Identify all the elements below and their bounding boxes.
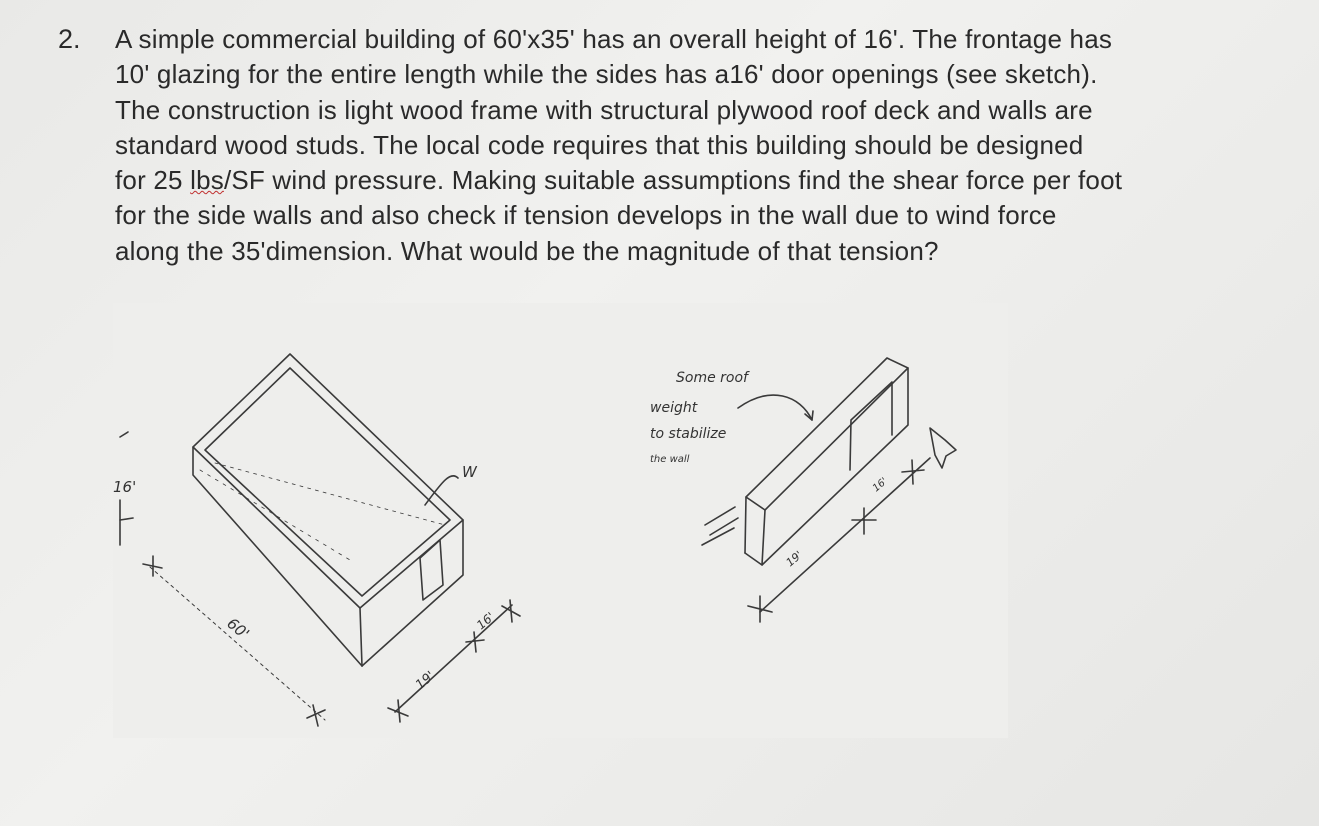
right-dim-16: 16' [870,475,890,495]
note-line-2: weight [650,400,698,416]
height-label: 16' [113,478,137,496]
note-line-4: the wall [650,454,690,465]
problem-line-1: A simple commercial building of 60'x35' has an overall height of 16'. The frontage has [115,24,1113,54]
spellcheck-underlined-word: lbs [190,165,224,196]
building-sketch [120,354,520,726]
problem-line-2: 10' glazing for the entire length while the sides has a16' door openings (see sketch). [115,59,1098,90]
right-dim-19: 19' [783,548,805,570]
note-line-3: to stabilize [650,426,727,442]
problem-line-6: for the side walls and also check if tension develops in the wall due to wind force [115,200,1057,231]
problem-number: 2. [58,24,81,54]
problem-line-5-start: for 25 [115,165,191,196]
length-label: 60' [223,614,253,643]
left-dim-19: 19' [412,668,438,694]
note-line-1: Some roof [676,370,748,386]
wind-label: W [462,463,477,481]
wall-sketch [702,358,956,622]
left-dim-16: 16' [473,609,498,633]
problem-line-5-rest: /SF wind pressure. Making suitable assumptions find the shear force per foot [223,165,1123,196]
problem-line-3: The construction is light wood frame with structural plywood roof deck and walls are [115,94,1093,125]
problem-line-7: along the 35'dimension. What would be the magnitude of that tension? [115,235,939,266]
problem-line-4: standard wood studs. The local code requires that this building should be designed [115,129,1084,160]
